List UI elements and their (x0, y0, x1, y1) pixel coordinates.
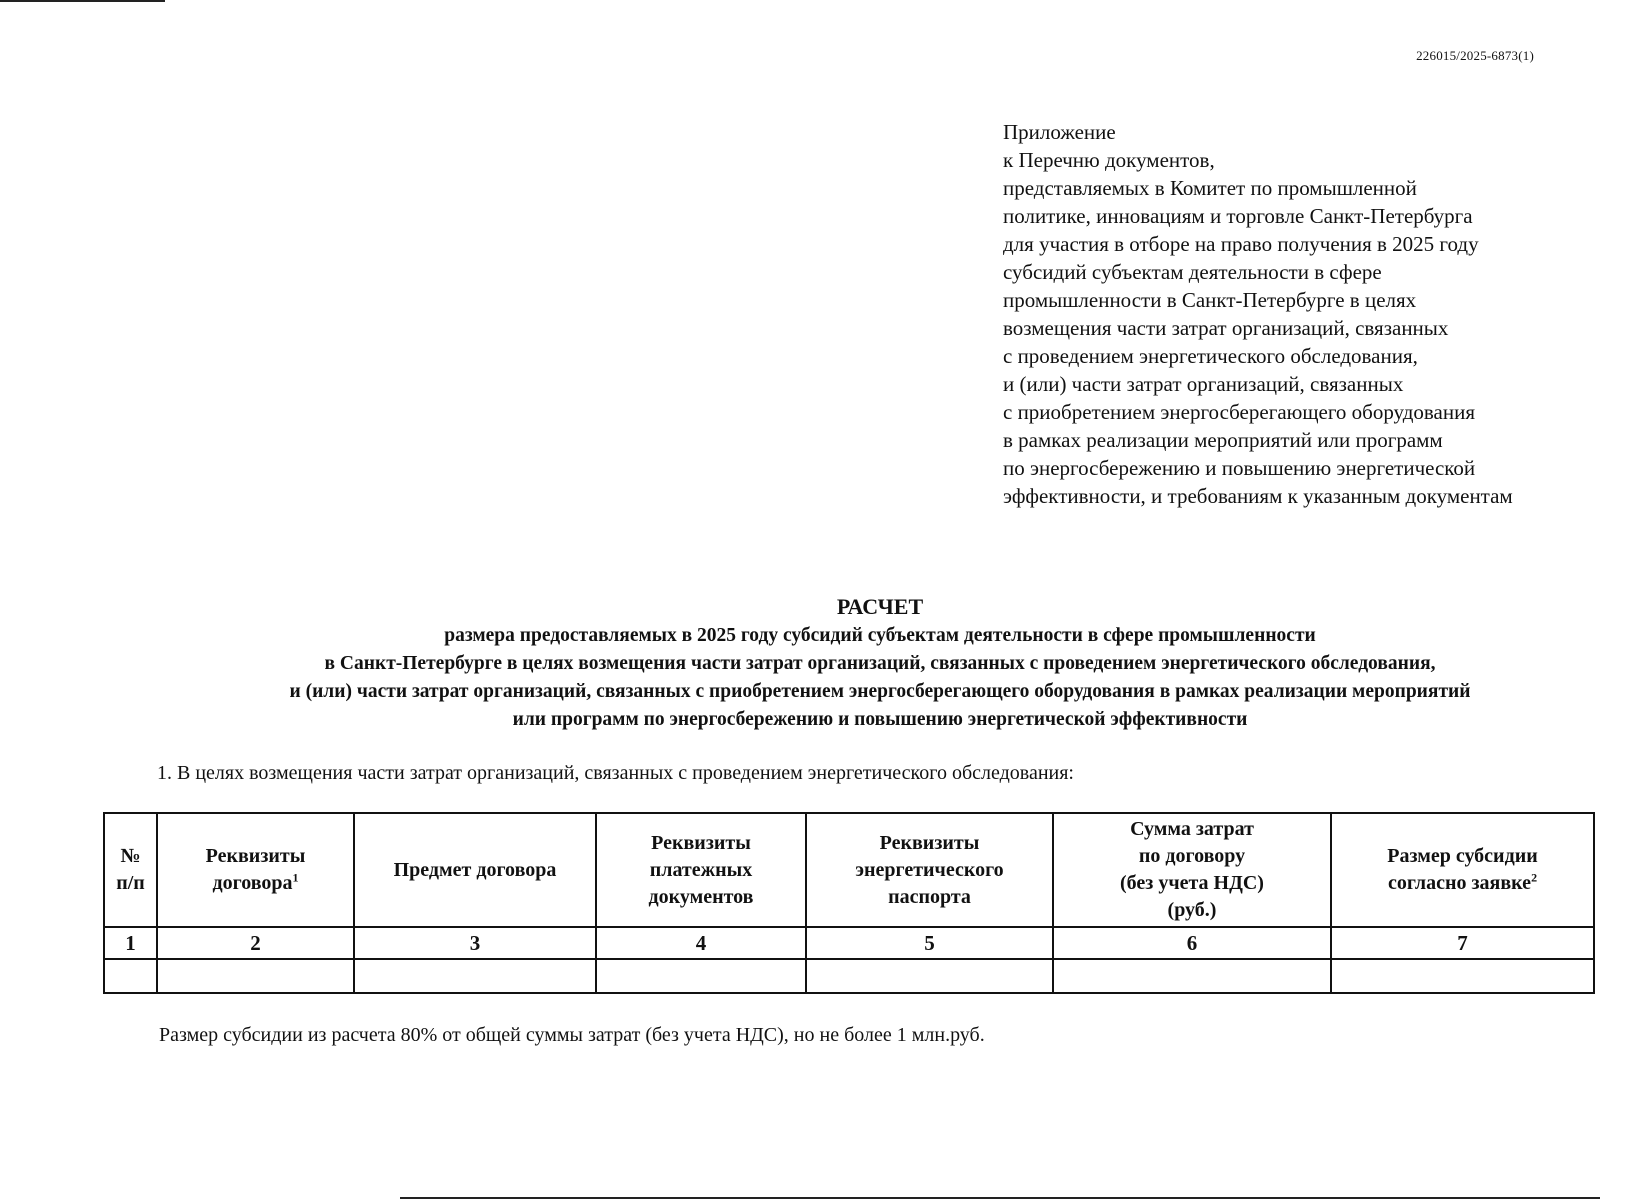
document-number: 226015/2025-6873(1) (1416, 48, 1534, 63)
column-header-text: п/п (116, 872, 145, 894)
scan-edge-top (0, 0, 165, 2)
title-main: РАСЧЕТ (836, 594, 924, 619)
footnote-marker: 1 (292, 870, 299, 885)
table-cell[interactable] (1053, 959, 1331, 993)
annex-line: эффективности, и требованиям к указанным документам (1003, 484, 1513, 508)
annex-line: с проведением энергетического обследования, (1003, 344, 1418, 368)
column-number-cell: 5 (806, 927, 1053, 959)
column-header-text: согласно заявке (1387, 872, 1532, 894)
title-line: или программ по энергосбережению и повышению энергетической эффективности (512, 709, 1248, 730)
column-header (354, 813, 596, 927)
column-number-cell: 1 (104, 927, 157, 959)
column-number-cell: 6 (1053, 927, 1331, 959)
column-header-text: Сумма затрат (1130, 818, 1254, 840)
scan-edge-bottom (400, 1197, 1600, 1199)
annex-line: Приложение (1003, 120, 1116, 144)
column-header (1331, 813, 1594, 927)
column-number-cell: 7 (1331, 927, 1594, 959)
footnote-marker: 2 (1531, 870, 1538, 885)
column-number-cell: 4 (596, 927, 806, 959)
annex-line: в рамках реализации мероприятий или программ (1003, 428, 1443, 452)
column-header-text: Реквизиты (651, 831, 751, 854)
column-header (157, 813, 354, 927)
column-header-text: Предмет договора (393, 858, 557, 881)
column-number-cell: 2 (157, 927, 354, 959)
annex-line: с приобретением энергосберегающего оборудования (1003, 400, 1476, 424)
table-cell[interactable] (596, 959, 806, 993)
annex-line: субсидий субъектам деятельности в сфере (1003, 260, 1382, 284)
column-header-text: энергетического (855, 858, 1004, 881)
table-cell[interactable] (354, 959, 596, 993)
table-header-row (104, 813, 1594, 927)
column-header-text: (руб.) (1167, 899, 1217, 921)
annex-line: для участия в отборе на право получения в 2025 году (1003, 232, 1479, 256)
column-header-text: платежных (649, 858, 753, 881)
column-header-text: Реквизиты (879, 831, 980, 854)
column-header (806, 813, 1053, 927)
table-cell[interactable] (806, 959, 1053, 993)
annex-line: возмещения части затрат организаций, связанных (1003, 316, 1449, 340)
column-header-text: документов (648, 885, 754, 908)
table-cell[interactable] (1331, 959, 1594, 993)
table-row (104, 959, 1594, 993)
title-line: и (или) части затрат организаций, связанных с приобретением энергосберегающего оборудования в рамках реализации мероприятий (289, 681, 1471, 702)
column-header-text: Реквизиты (205, 845, 306, 867)
subsidy-note: Размер субсидии из расчета 80% от общей суммы затрат (без учета НДС), но не более 1 млн.руб. (159, 1024, 985, 1046)
column-header-text: (без учета НДС) (1120, 872, 1264, 894)
annex-line: и (или) части затрат организаций, связанных (1003, 372, 1404, 396)
annex-line: политике, инновациям и торговле Санкт-Петербурга (1003, 204, 1473, 228)
annex-line: по энергосбережению и повышению энергетической (1003, 456, 1476, 480)
section-heading: 1. В целях возмещения части затрат организаций, связанных с проведением энергетического обследования: (157, 762, 1074, 784)
calculation-table (103, 812, 1595, 994)
title-line: размера предоставляемых в 2025 году субсидий субъектам деятельности в сфере промышленности (444, 625, 1316, 646)
title-line: в Санкт-Петербурге в целях возмещения части затрат организаций, связанных с проведением энергетического обследования, (324, 653, 1436, 674)
column-header (1053, 813, 1331, 927)
column-header-text: паспорта (888, 885, 971, 908)
document-title (150, 592, 1610, 734)
column-header (104, 813, 157, 927)
annex-line: представляемых в Комитет по промышленной (1003, 176, 1417, 200)
annex-line: к Перечню документов, (1003, 148, 1215, 172)
column-number-row (104, 927, 1594, 959)
table-cell[interactable] (157, 959, 354, 993)
column-header-text: договора (212, 872, 293, 894)
column-header-text: № (120, 845, 141, 867)
column-header-text: по договору (1138, 845, 1246, 867)
column-number-cell: 3 (354, 927, 596, 959)
annex-line: промышленности в Санкт-Петербурге в целях (1003, 288, 1417, 312)
column-header (596, 813, 806, 927)
column-header-text: Размер субсидии (1387, 845, 1538, 867)
annex-block (1003, 118, 1603, 510)
table-cell[interactable] (104, 959, 157, 993)
